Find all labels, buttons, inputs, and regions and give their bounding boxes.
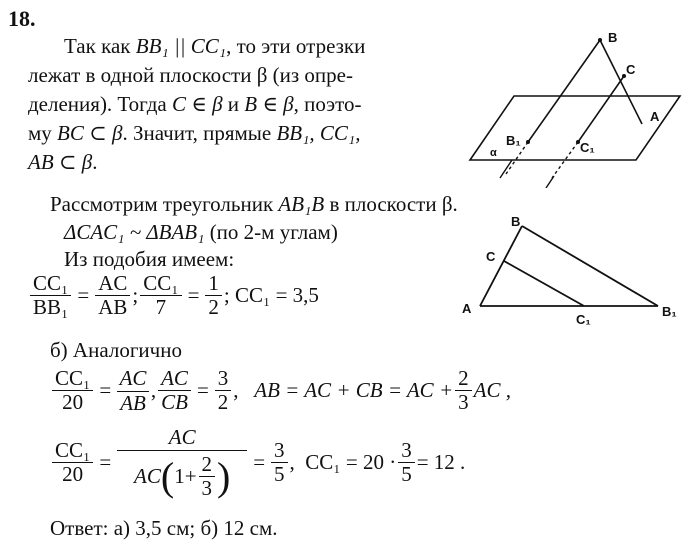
par1-line3	[28, 90, 362, 119]
numerator: CC₁	[143, 271, 179, 295]
denominator: AB	[117, 391, 149, 415]
figure-plane-diagram	[460, 28, 690, 188]
inner-fraction	[199, 453, 216, 500]
denominator: CB	[158, 390, 191, 414]
point-b1	[526, 140, 530, 144]
label-b: B	[608, 30, 618, 45]
numerator: AC	[168, 425, 196, 449]
text-segment: , то эти отрезки	[226, 34, 366, 58]
numerator: AC	[161, 366, 188, 390]
numerator: 3	[401, 437, 412, 462]
fraction-complex	[117, 424, 247, 500]
label-c1: C₁	[576, 312, 591, 327]
text-segment: (по 2-м углам)	[204, 220, 338, 244]
text-segment: и	[222, 92, 245, 116]
fraction	[271, 439, 288, 486]
result: CC₁ = 3,5	[235, 283, 319, 307]
expr-similarity: ΔCAC₁ ~ ΔBAB₁	[64, 220, 205, 244]
numerator: CC₁	[55, 437, 91, 462]
point-b	[598, 38, 602, 42]
label-a: A	[462, 301, 472, 316]
numerator: AC	[119, 366, 147, 390]
segment-ba	[600, 40, 642, 124]
par1-line4	[28, 119, 360, 148]
expr-bc-subset: BC ⊂ β	[57, 121, 123, 145]
denominator: 2	[215, 390, 232, 414]
text-segment: Так как	[64, 34, 136, 58]
denominator: 3	[455, 390, 472, 414]
numerator: 2	[458, 366, 469, 390]
expr-lines: BB₁, CC₁,	[276, 121, 361, 145]
par1-line1	[64, 32, 365, 61]
fraction	[398, 439, 415, 486]
denominator: 3	[199, 476, 216, 500]
part-b-label: б) Аналогично	[50, 338, 182, 362]
label-a: A	[650, 109, 660, 124]
numerator: CC₁	[55, 366, 91, 390]
denominator-ac: AC	[134, 464, 161, 488]
fraction	[52, 367, 93, 414]
fraction	[205, 272, 222, 319]
label-c: C	[626, 62, 636, 77]
text-segment: деления). Тогда	[28, 92, 173, 116]
fraction	[455, 367, 472, 414]
text-segment: в плоскости β.	[324, 192, 458, 216]
par2-line2	[64, 218, 338, 247]
denominator: BB₁	[30, 295, 71, 319]
fraction	[215, 367, 232, 414]
expr-b-in-beta: B ∈ β	[244, 92, 294, 116]
expr-triangle: AB₁B	[278, 192, 325, 216]
equation-2: $\frac{\text{CC₁}}{20}$ = $\frac{AC}{AB}$ , $\frac{AC}{CB}$ = $\frac{3}{2}$ , AB = AC + CB = AC + $\frac{2}{3}$ AC ,	[50, 366, 511, 415]
fraction	[117, 366, 149, 415]
segment-below-2	[546, 176, 554, 188]
text-segment: Рассмотрим треугольник	[50, 192, 279, 216]
label-alpha: α	[490, 147, 497, 159]
figure-triangle-diagram	[456, 212, 688, 330]
result-prefix: CC₁ = 20 ·	[305, 449, 397, 474]
problem-number: 18.	[8, 6, 36, 31]
label-c1: C₁	[580, 140, 595, 155]
denominator: 20	[52, 462, 93, 486]
plane-beta	[470, 96, 680, 160]
numerator: CC₁	[33, 271, 69, 295]
par2-line3: Из подобия имеем:	[64, 247, 235, 271]
text-segment: .	[92, 150, 98, 174]
fraction	[95, 272, 130, 319]
numerator: 3	[217, 366, 229, 390]
numerator: 2	[201, 452, 213, 476]
par1-line5	[28, 148, 97, 177]
result-suffix: = 12 .	[416, 449, 466, 474]
segment-cc1	[578, 76, 624, 142]
denominator: 7	[140, 295, 181, 319]
expr-parallel: BB₁ || CC₁	[135, 34, 227, 58]
numerator: 1	[208, 271, 219, 295]
equation-3: $\frac{\text{CC₁}}{20}$ = AC AC ( 1+ $\frac{2}{3}$ ) = $\frac{3}{5}$ , CC₁ = 20 · $\frac{3}{5}$ = 12 .	[50, 424, 465, 500]
label-b: B	[511, 214, 521, 229]
denominator-one-plus: 1+	[174, 464, 197, 488]
par2-line1	[50, 190, 458, 219]
fraction	[30, 272, 71, 319]
side-bb1	[522, 226, 658, 306]
denominator: AB	[95, 295, 130, 319]
expression: AB = AC + CB = AC +	[254, 378, 454, 402]
fraction	[158, 367, 191, 414]
text-segment: . Значит, прямые	[122, 121, 277, 145]
segment-cc1-tri	[504, 261, 584, 306]
denominator: 5	[398, 462, 415, 486]
label-c: C	[486, 249, 496, 264]
denominator: AC ( 1+ $\frac{2}{3}$ )	[117, 450, 247, 500]
expr-ab-subset: AB ⊂ β	[28, 150, 93, 174]
text-segment: му	[28, 121, 58, 145]
denominator: 2	[205, 295, 222, 319]
numerator: AC	[98, 271, 128, 295]
text-segment: , поэто-	[293, 92, 362, 116]
numerator: 3	[274, 437, 285, 462]
expression-tail: AC ,	[473, 378, 511, 402]
answer: Ответ: а) 3,5 см; б) 12 см.	[50, 516, 278, 540]
label-b1: B₁	[506, 133, 521, 148]
fraction	[52, 439, 93, 486]
denominator: 5	[271, 462, 288, 486]
par1-line2: лежат в одной плоскости β (из опре-	[28, 63, 353, 87]
side-ab	[480, 226, 522, 306]
denominator: 20	[52, 390, 93, 414]
fraction	[140, 272, 181, 319]
expr-c-in-beta: C ∈ β	[172, 92, 223, 116]
equation-1: $\frac{\text{CC₁}}{\text{BB₁}}$ = $\frac{AC}{AB}$ ; $\frac{\text{CC₁}}{7}$ = $\frac{1}{2}$ ; CC₁ = 3,5	[28, 272, 319, 319]
label-b1: B₁	[662, 304, 677, 319]
